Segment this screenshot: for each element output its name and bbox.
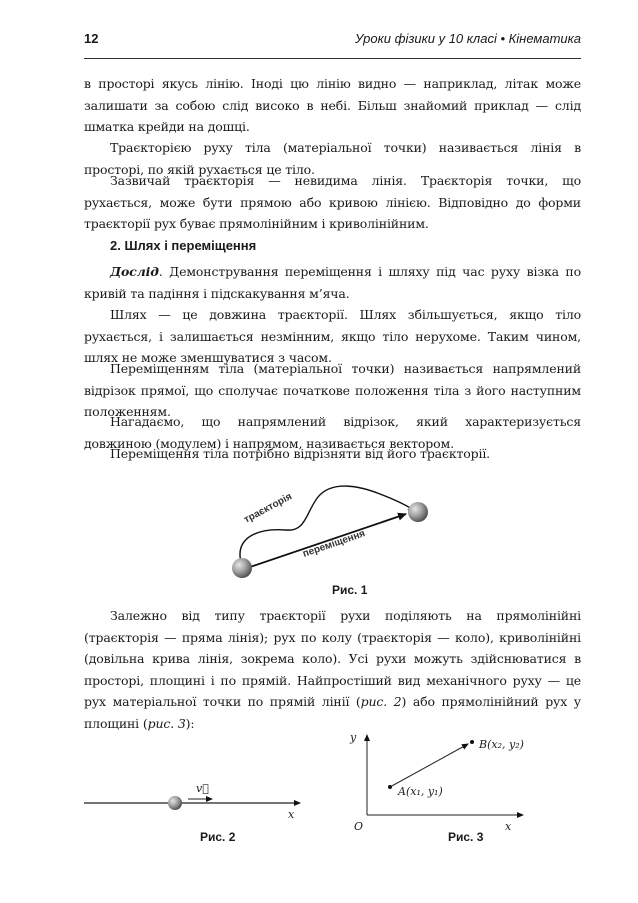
trajectory-curve bbox=[240, 486, 416, 566]
paragraph-vector: Нагадаємо, що напрямлений відрізок, який характеризується довжиною (модулем) і напрямом, називається вектором. bbox=[84, 414, 581, 451]
point-b bbox=[470, 740, 474, 744]
paragraph-distinguish: Переміщення тіла потрібно відрізняти від його траєкторії. bbox=[110, 446, 491, 461]
running-title: Уроки фізики у 10 класі • Кінематика bbox=[354, 31, 581, 46]
point-a-label: A(x₁, y₁) bbox=[398, 785, 443, 798]
motion-text-a: Залежно від типу траєкторії рухи поділяють на прямолінійні (траєкторія — пряма лінія); рух по колу (траєкторія — коло), криволінійні (довільна крива лінія, зокрема коло). Усі рухи можуть здійснюватися в просторі, площині і по прямій. Найпростіший вид механічного руху — це рух матеріальної точки по прямій лінії ( bbox=[84, 608, 581, 709]
point-b-label: B(x₂, y₂) bbox=[479, 738, 524, 751]
figure-1-caption: Рис. 1 bbox=[332, 583, 368, 597]
end-ball bbox=[408, 502, 428, 522]
figure-3-caption: Рис. 3 bbox=[448, 830, 484, 844]
figure-1 bbox=[232, 486, 428, 578]
trajectory-label: траєкторія bbox=[242, 491, 294, 526]
page-number: 12 bbox=[84, 31, 99, 46]
velocity-label: v⃗ bbox=[196, 782, 209, 795]
fig2-x-label: x bbox=[288, 808, 295, 821]
start-ball bbox=[232, 558, 252, 578]
experiment-text: . Демонстрування переміщення і шляху під час руху візка по кривій та падіння і підскакування м’яча. bbox=[84, 264, 581, 301]
paragraph-displacement: Переміщенням тіла (матеріальної точки) називається напрямлений відрізок прямої, що сполучає початкове положення тіла з його наступним положенням. bbox=[84, 361, 581, 419]
paragraph-continued: в просторі якусь лінію. Іноді цю лінію видно — наприклад, літак може залишати за собою слід високо в небі. Більш знайомий приклад — слід шматка крейди на дошці. bbox=[84, 76, 581, 134]
displacement-vector bbox=[390, 744, 468, 787]
origin-label: O bbox=[354, 820, 364, 833]
figure-3 bbox=[349, 731, 524, 833]
paragraph-trajectory-types: Зазвичай траєкторія — невидима лінія. Траєкторія точки, що рухається, може бути прямою або кривою лінією. Відповідно до форми траєкторії рух буває прямолінійним і криволінійним. bbox=[84, 173, 581, 231]
y-axis-label: y bbox=[350, 731, 357, 744]
point-a bbox=[388, 785, 392, 789]
paragraph-path: Шлях — це довжина траєкторії. Шлях збільшується, якщо тіло рухається, і залишається незмінним, якщо тіло нерухоме. Таким чином, шлях не може зменшуватися з часом. bbox=[84, 307, 581, 365]
figure-2-caption: Рис. 2 bbox=[200, 830, 236, 844]
motion-text-b: ) або прямолінійний рух у площині ( bbox=[84, 694, 581, 731]
paragraph-trajectory-definition: Траєкторією руху тіла (матеріальної точки) називається лінія в просторі, по якій рухається це тіло. bbox=[84, 140, 581, 177]
experiment-label: Дослід bbox=[110, 264, 159, 279]
section-title: 2. Шлях і переміщення bbox=[110, 238, 257, 253]
displacement-label: переміщення bbox=[301, 528, 367, 560]
x-axis-label: x bbox=[505, 820, 512, 833]
figure-ref-3: рис. 3 bbox=[147, 715, 186, 731]
moving-ball bbox=[168, 796, 182, 810]
figure-2 bbox=[84, 782, 300, 821]
motion-text-c: ): bbox=[185, 715, 195, 731]
figure-ref-2: рис. 2 bbox=[360, 694, 402, 709]
